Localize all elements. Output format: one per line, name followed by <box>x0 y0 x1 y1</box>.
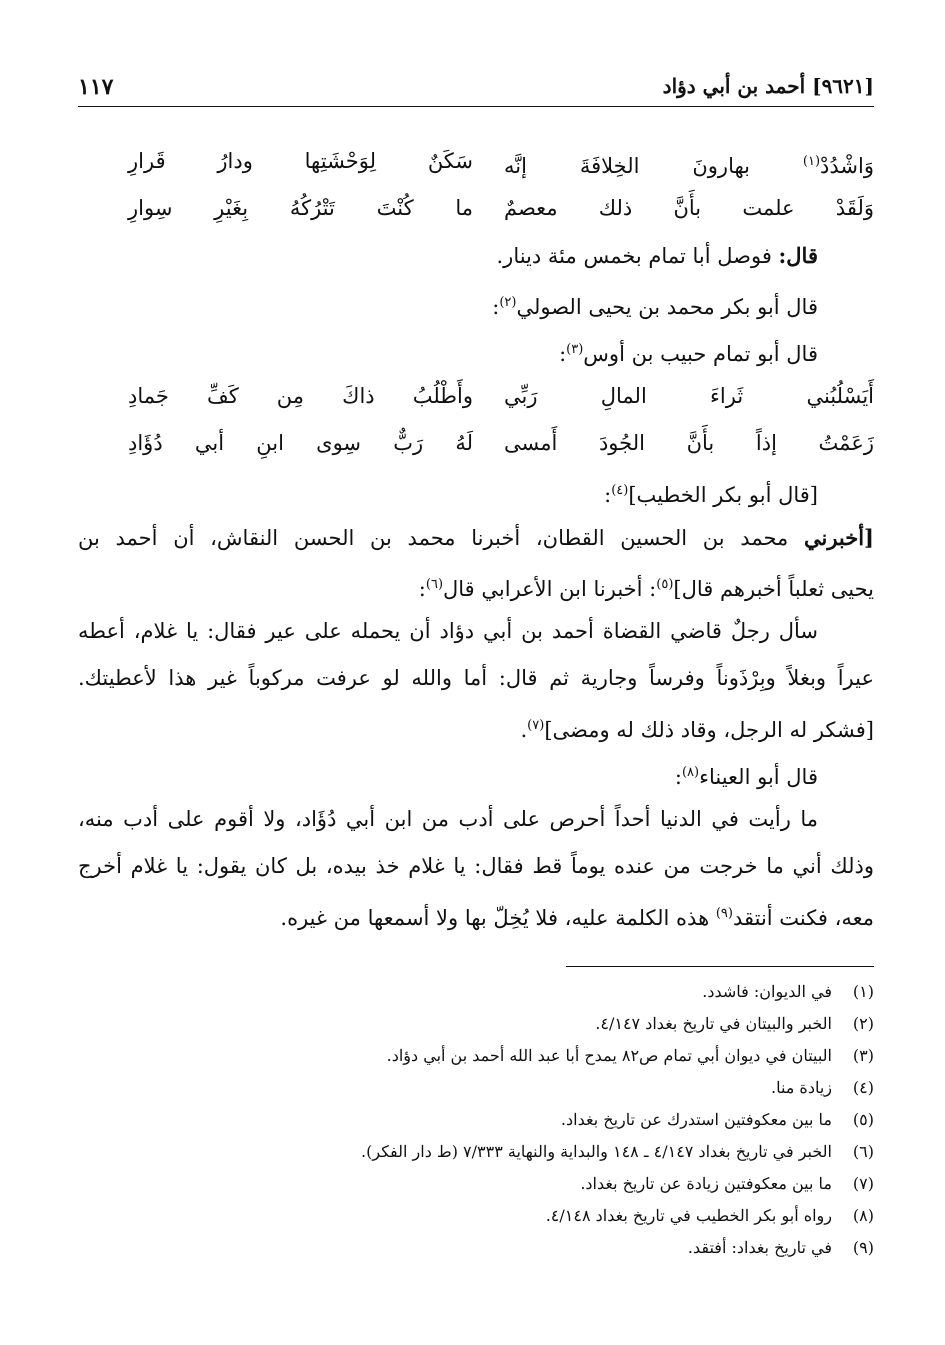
verse-first-hemistich: وَلَقَدْ علمت بأَنَّ ذلك معصمٌ <box>504 196 874 220</box>
verse-line <box>78 185 874 232</box>
footnote <box>78 1040 874 1072</box>
verse-second-hemistich: سَكَنٌ لِوَحْشَتِها ودارُ قَرارِ <box>128 149 473 173</box>
footnote-ref[interactable]: (٣) <box>566 342 584 357</box>
footnote-text: في الديوان: فاشدد. <box>702 982 832 1001</box>
footnote-ref[interactable]: (٦) <box>425 577 444 592</box>
paragraph-maraytu-line-2: وذلك أني ما خرجت من عنده يوماً قط فقال: يا غلام خذ بيده، بل كان يقول: يا غلام أخرج <box>78 854 874 878</box>
paragraph-akhbarani-line-1: [أخبرني محمد بن الحسين القطان، أخبرنا محمد بن الحسن النقاش، أن أحمد بن <box>78 525 874 550</box>
footnote <box>78 1008 874 1040</box>
paragraph-akhbarani-line-2: يحيى ثعلباً أخبرهم قال]$^{(٥)}$: أخبرنا ابن الأعرابي قال$^{(٦)}$: <box>418 577 874 601</box>
paragraph-suli: قال أبو بكر محمد بن يحيى الصولي$^{(٢)}$: <box>492 295 818 319</box>
paragraph-maraytu-line-3: معه، فكنت أنتقد$^{(٩)}$ هذه الكلمة عليه، فلا يُخِلّ بها ولا أسمعها من غيره. <box>280 906 874 930</box>
footnote-number: (٥) <box>852 1110 874 1129</box>
verse-second-hemistich: وأَطْلُبُ ذاكَ مِن كَفِّ جَمادِ <box>128 384 473 408</box>
footnote-number: (٧) <box>852 1174 874 1193</box>
verse-second-hemistich: لَهُ رَبٌّ سِوى ابنِ أبي دُؤَادِ <box>128 431 473 455</box>
page-number: ١١٧ <box>78 74 114 100</box>
footnote-text: رواه أبو بكر الخطيب في تاريخ بغداد ٤/١٤٨. <box>545 1206 832 1225</box>
footnote-ref[interactable]: (٢) <box>499 295 517 310</box>
footnote-number: (٢) <box>852 1014 874 1033</box>
verse-second-hemistich: ما كُنْتَ تَتْرُكُهُ بِغَيْرِ سِوارِ <box>128 196 473 220</box>
footnote <box>78 976 874 1008</box>
footnote-ref[interactable]: (٥) <box>656 577 674 592</box>
footnote-ref[interactable]: (٨) <box>681 765 700 780</box>
footnote-text: زيادة منا. <box>770 1078 832 1097</box>
verse-line <box>78 373 874 420</box>
header-rule <box>78 106 874 107</box>
footnote <box>78 1136 874 1168</box>
verse-first-hemistich: وَاشْدُدْ$^{(١)}$ بهارونَ الخِلافَةَ إنَّه <box>504 154 874 178</box>
footnote <box>78 1168 874 1200</box>
footnote-text: البيتان في ديوان أبي تمام ص٨٢ يمدح أبا عبد الله أحمد بن أبي دؤاد. <box>386 1046 832 1065</box>
verse-first-hemistich: زَعَمْتُ إذاً بأَنَّ الجُودَ أَمسى <box>504 431 874 455</box>
footnote-separator <box>566 966 874 967</box>
footnote-ref[interactable]: (٤) <box>611 483 629 498</box>
footnote-text: في تاريخ بغداد: أفتقد. <box>687 1238 832 1257</box>
paragraph-sal-line-3: [فشكر له الرجل، وقاد ذلك له ومضى]$^{(٧)}$. <box>520 718 874 742</box>
paragraph-abu-tammam: قال أبو تمام حبيب بن أوس$^{(٣)}$: <box>559 342 818 366</box>
footnote-number: (٤) <box>852 1078 874 1097</box>
verse-line <box>78 420 874 467</box>
footnote-number: (٣) <box>852 1046 874 1065</box>
footnote <box>78 1200 874 1232</box>
verse-first-hemistich: أَيَسْلُبُني ثَراءَ المالِ رَبِّي <box>504 384 874 408</box>
footnote <box>78 1232 874 1264</box>
footnote-ref[interactable]: (٩) <box>715 906 733 921</box>
footnote-ref[interactable]: (٧) <box>527 718 545 733</box>
footnote-text: الخبر في تاريخ بغداد ٤/١٤٧ ـ ١٤٨ والبداية والنهاية ٧/٣٣٣ (ط دار الفكر). <box>361 1142 832 1161</box>
paragraph-khatib: [قال أبو بكر الخطيب]$^{(٤)}$: <box>604 483 818 507</box>
verse-line <box>78 138 874 185</box>
footnote-number: (٨) <box>852 1206 874 1225</box>
footnote <box>78 1104 874 1136</box>
footnote-number: (١) <box>852 982 874 1001</box>
paragraph-maraytu-line-1: ما رأيت في الدنيا أحداً أحرص على أدب من ابن أبي دُؤَاد، ولا أقوم على أدب منه، <box>78 807 818 831</box>
footnote-text: الخبر والبيتان في تاريخ بغداد ٤/١٤٧. <box>595 1014 832 1033</box>
footnote-ref[interactable]: (١) <box>802 154 821 169</box>
footnote-number: (٩) <box>852 1238 874 1257</box>
main-text <box>78 138 874 937</box>
paragraph-abu-ayna: قال أبو العيناء$^{(٨)}$: <box>674 765 818 789</box>
footnotes <box>78 976 874 1264</box>
footnote-text: ما بين معكوفتين زيادة عن تاريخ بغداد. <box>580 1174 832 1193</box>
running-header <box>78 74 874 106</box>
footnote-number: (٦) <box>852 1142 874 1161</box>
paragraph-sal-line-2: عيراً وبغلاً وبِرْذَوناً وفرساً وجارية ثم قال: أما والله لو عرفت مركوباً غير هذا لأعطيتك. <box>78 666 874 690</box>
header-title: [٩٦٢١] أحمد بن أبي دؤاد <box>662 74 874 98</box>
footnote <box>78 1072 874 1104</box>
paragraph-sal-line-1: سأل رجلٌ قاضي القضاة أحمد بن أبي دؤاد أن يحمله على عير فقال: يا غلام، أعطه <box>78 619 818 643</box>
paragraph-qala: قال: فوصل أبا تمام بخمس مئة دينار. <box>496 243 818 268</box>
footnote-text: ما بين معكوفتين استدرك عن تاريخ بغداد. <box>560 1110 832 1129</box>
